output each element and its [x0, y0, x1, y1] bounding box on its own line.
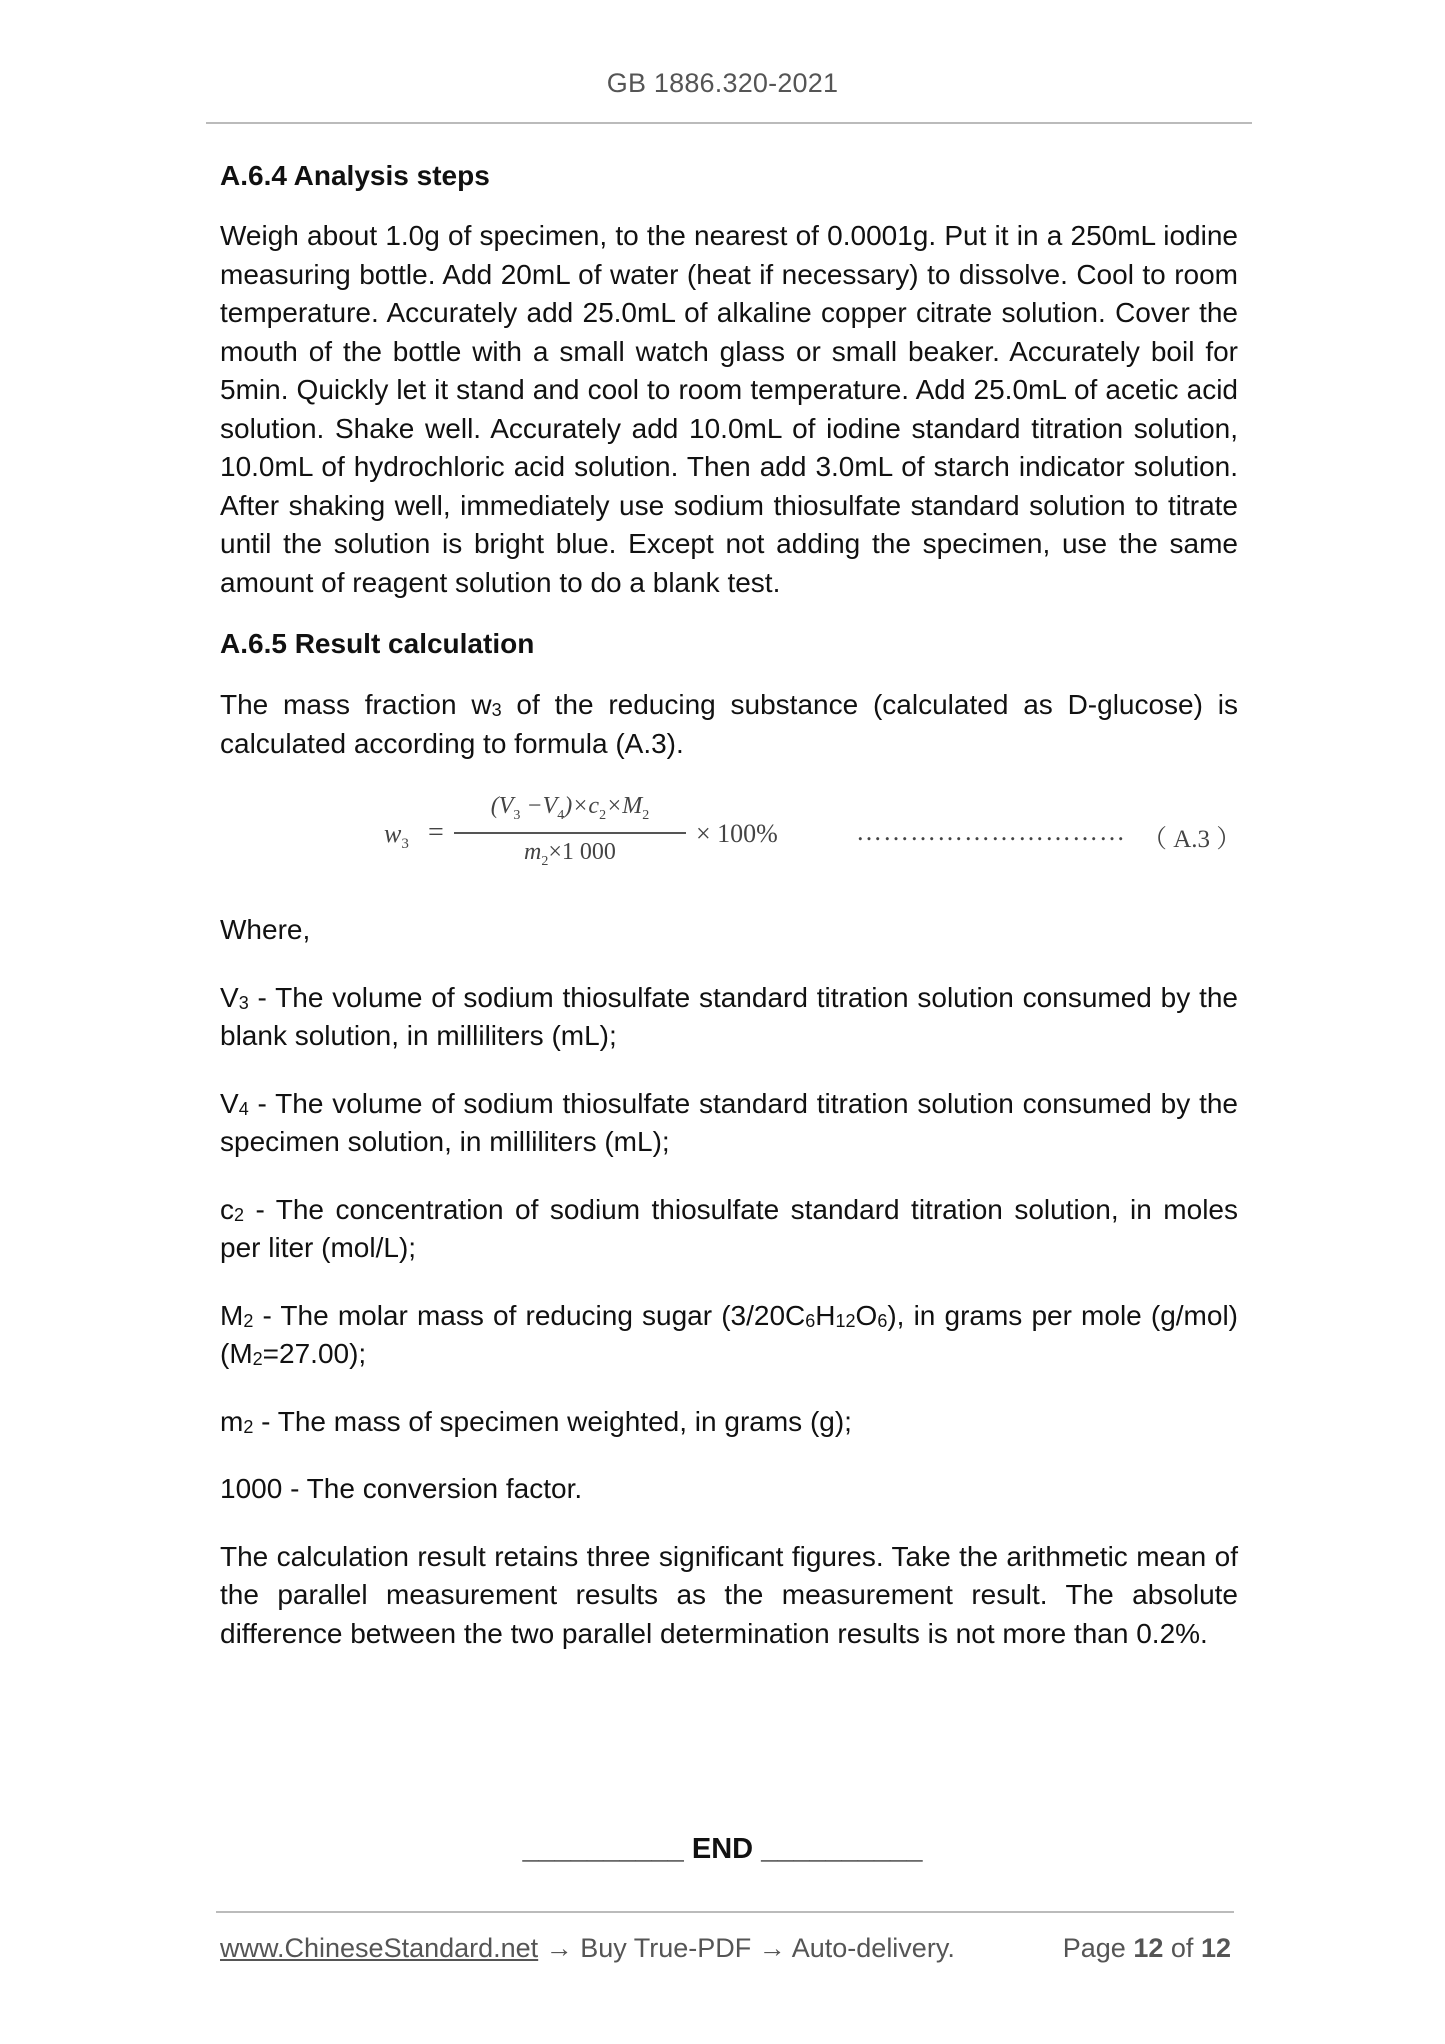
formula-equals: =: [428, 817, 444, 848]
definition-1000: 1000 - The conversion factor.: [220, 1473, 583, 1504]
section-heading-result-calculation: A.6.5 Result calculation: [220, 628, 535, 659]
document-standard-code: GB 1886.320-2021: [606, 68, 839, 98]
formula-denominator: $m_2\times 1$ 000: [524, 839, 616, 869]
footer-divider: [216, 1911, 1234, 1913]
formula-number: （ A.3 ）: [1142, 826, 1242, 853]
formula-lhs: $w_3$: [384, 819, 409, 853]
current-page-number: 12: [1133, 1933, 1164, 1963]
page-indicator: Page 12 of 12: [1062, 1933, 1231, 1963]
definition-c2: $c_2$ - The concentration of sodium thiosulfate standard titration solution, in moles per liter (mol/L);: [220, 1193, 1238, 1263]
section-heading-analysis-steps: A.6.4 Analysis steps: [220, 160, 490, 191]
footer-tagline: → Buy True-PDF → Auto-delivery.: [538, 1933, 955, 1963]
formula-a3: [220, 793, 1242, 879]
where-label: Where,: [220, 914, 311, 945]
formula-multiplier: × 100%: [696, 819, 778, 848]
end-marker: __________ END __________: [522, 1833, 923, 1865]
result-calculation-intro: The mass fraction $w_3$ of the reducing substance (calculated as D-glucose) is calculated according to formula (A.3).: [220, 689, 1238, 759]
footer-website-link[interactable]: www.ChineseStandard.net: [220, 1933, 539, 1963]
analysis-steps-paragraph: Weigh about 1.0g of specimen, to the nearest of 0.0001g. Put it in a 250mL iodine measuring bottle. Add 20mL of water (heat if necessary) to dissolve. Cool to room temperature. Accurately add 25.0mL of alkaline copper citrate solution. Cover the mouth of the bottle with a small watch glass or small beaker. Accurately boil for 5min. Quickly let it stand and cool to room temperature. Add 25.0mL of acetic acid solution. Shake well. Accurately add 10.0mL of iodine standard titration solution, 10.0mL of hydrochloric acid solution. Then add 3.0mL of starch indicator solution. After shaking well, immediately use sodium thiosulfate standard solution to titrate until the solution is bright blue. Except not adding the specimen, use the same amount of reagent solution to do a blank test.: [220, 220, 1238, 598]
formula-leader-dots: …………………………: [856, 817, 1126, 846]
total-page-number: 12: [1200, 1933, 1231, 1963]
definition-v4: $V_4$ - The volume of sodium thiosulfate standard titration solution consumed by the specimen solution, in milliliters (mL);: [220, 1087, 1238, 1157]
definition-v3: $V_3$ - The volume of sodium thiosulfate standard titration solution consumed by the blank solution, in milliliters (mL);: [220, 981, 1238, 1051]
final-paragraph: The calculation result retains three significant figures. Take the arithmetic mean of the parallel measurement results as the measurement result. The absolute difference between the two parallel determination results is not more than 0.2%.: [220, 1540, 1238, 1649]
formula-fraction-bar: [454, 832, 686, 834]
footer-promo: [220, 1933, 955, 1964]
page-content: [220, 152, 1242, 1653]
definition-m2-molar-mass: $M_2$ - The molar mass of reducing sugar $(3/20C_6H_{12}O_6)$, in grams per mole (g/mol) $(M_2=27.00)$;: [220, 1299, 1238, 1369]
definition-m2-mass: $m_2$ - The mass of specimen weighted, in grams (g);: [220, 1405, 852, 1437]
header-divider: [206, 122, 1252, 124]
formula-numerator: $(V_3 -V_4)\times c_2\times M_2$: [490, 793, 650, 823]
